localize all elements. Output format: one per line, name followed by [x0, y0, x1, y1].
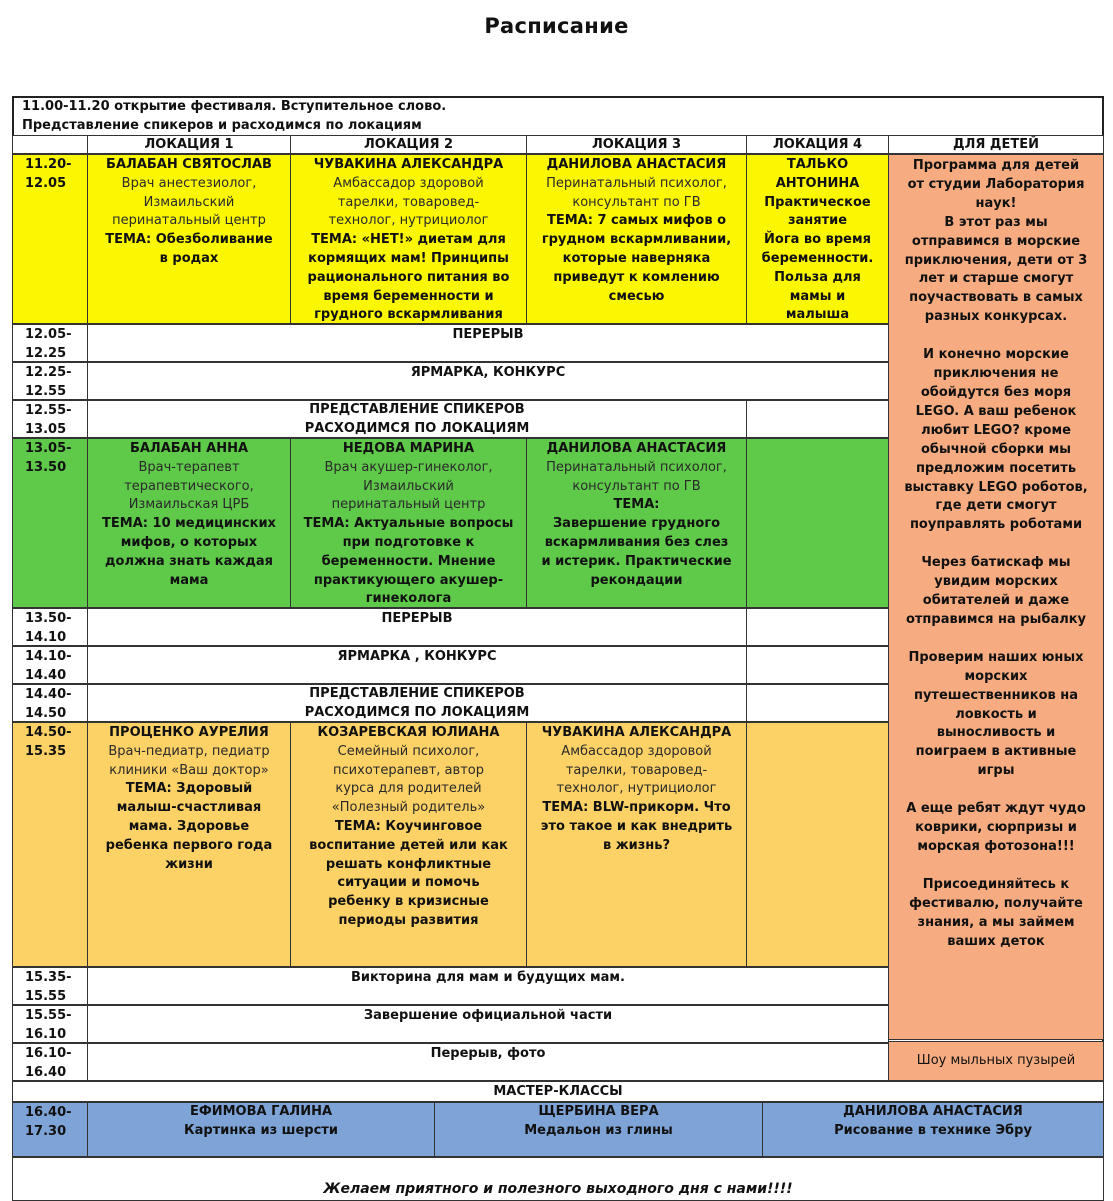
talk-topic: решать конфликтные: [325, 856, 492, 872]
talk-topic: гинеколога: [365, 591, 452, 607]
speaker-name: ТАЛЬКО: [786, 157, 849, 172]
speaker-cell-loc3: [526, 438, 747, 608]
header-location: ЛОКАЦИЯ 4: [746, 135, 889, 154]
talk-topic: ТЕМА: Коучинговое: [334, 818, 483, 834]
speaker-name: БАЛАБАН СВЯТОСЛАВ: [106, 157, 272, 172]
time-slot: [12, 1102, 88, 1157]
empty-cell: [746, 646, 889, 684]
talk-topic: Практическое: [764, 194, 871, 210]
talk-topic: при подготовке к: [342, 534, 475, 550]
kids-text: выставку LEGO роботов,: [904, 479, 1088, 495]
kids-text: фестивалю, получайте: [909, 895, 1083, 911]
time-text: 16.10-: [25, 1046, 72, 1061]
empty-cell: [746, 684, 889, 722]
intro-line: Представление спикеров и расходимся по локациям: [22, 118, 422, 133]
kids-text: увидим морских: [934, 574, 1058, 590]
speaker-name: ЧУВАКИНА АЛЕКСАНДРА: [541, 725, 732, 740]
time-text: 15.35-: [25, 970, 72, 985]
kids-text: выносливость и: [936, 725, 1056, 741]
kids-text: от студии Лаборатория: [907, 176, 1085, 192]
talk-topic: грудного вскармливания: [314, 307, 503, 323]
time-slot: [12, 1043, 88, 1081]
break-label: [87, 646, 747, 684]
kids-bubble-show: Шоу мыльных пузырей: [888, 1041, 1104, 1081]
header-location: ЛОКАЦИЯ 2: [290, 135, 527, 154]
kids-text: разных конкурсах.: [924, 309, 1068, 325]
break-text: Завершение официальной части: [363, 1008, 613, 1023]
time-text: 12.05-: [25, 327, 72, 342]
talk-topic: малыша: [785, 307, 850, 323]
talk-topic: ТЕМА: 10 медицинских: [102, 516, 276, 532]
time-slot: [12, 646, 88, 684]
speaker-name: ЧУВАКИНА АЛЕКСАНДРА: [313, 157, 504, 172]
talk-topic: практикующего акушер-: [313, 572, 504, 588]
header-kids: ДЛЯ ДЕТЕЙ: [888, 135, 1104, 154]
kids-text: предложим посетить: [915, 460, 1077, 476]
break-label: [87, 400, 747, 438]
talk-topic: смесью: [608, 288, 665, 304]
kids-text: отправимся в морские: [911, 233, 1081, 249]
masterclass-topic: Медальон из глины: [524, 1122, 673, 1138]
kids-text: путешественников на: [913, 687, 1079, 703]
break-label: [87, 324, 889, 362]
time-text: 12.55-: [25, 403, 72, 418]
page-title: Расписание: [484, 14, 629, 38]
speaker-role: консультант по ГВ: [572, 478, 701, 494]
kids-text: поуправлять роботами: [909, 517, 1083, 533]
kids-text: LEGO. А ваш ребенок: [915, 403, 1077, 419]
time-text: 12.25: [25, 346, 67, 361]
break-text: ПРЕДСТАВЛЕНИЕ СПИКЕРОВ: [309, 402, 525, 417]
talk-topic: должна знать каждая: [105, 553, 273, 569]
kids-text: морская фотозона!!!: [917, 839, 1075, 854]
kids-text: ловкость и: [955, 706, 1037, 722]
speaker-role: тарелки, товаровед-: [337, 194, 480, 210]
time-text: 13.05: [25, 422, 67, 437]
time-text: 16.10: [25, 1027, 67, 1042]
speaker-role: Врач-педиатр, педиатр: [108, 743, 270, 759]
kids-text: игры: [977, 763, 1015, 779]
speaker-name: ДАНИЛОВА АНАСТАСИЯ: [546, 441, 727, 456]
speaker-name: ПРОЦЕНКО АУРЕЛИЯ: [109, 725, 269, 740]
speaker-role: технолог, нутрициолог: [556, 781, 717, 797]
speaker-role: Врач-терапевт: [138, 459, 240, 475]
speaker-role: Измаильский: [143, 194, 235, 210]
footer-message: Желаем приятного и полезного выходного дня с нами!!!!: [12, 1157, 1104, 1201]
time-text: 13.50-: [25, 611, 72, 626]
talk-topic: в жизнь?: [602, 837, 671, 853]
talk-topic: ТЕМА: Актуальные вопросы: [303, 516, 514, 532]
break-text: ЯРМАРКА , КОНКУРС: [337, 649, 497, 664]
talk-topic: вскармливания без слез: [544, 534, 729, 550]
talk-topic: мама: [169, 572, 209, 588]
kids-text: приключения, дети от 3: [904, 252, 1088, 268]
break-text: ПЕРЕРЫВ: [381, 611, 453, 626]
break-label: [87, 608, 747, 646]
header-location: ЛОКАЦИЯ 1: [87, 135, 291, 154]
time-text: 15.55: [25, 989, 67, 1004]
kids-text: любит LEGO? кроме: [921, 422, 1071, 438]
speaker-name: ДАНИЛОВА АНАСТАСИЯ: [546, 157, 727, 172]
speaker-role: Перинатальный психолог,: [546, 175, 727, 191]
kids-text: Проверим наших юных: [908, 649, 1084, 665]
kids-text: морских: [964, 668, 1028, 684]
speaker-cell-loc3: [526, 722, 747, 967]
speaker-role: Семейный психолог,: [337, 743, 480, 759]
masterclass-topic: Картинка из шерсти: [184, 1122, 338, 1138]
time-text: 14.10-: [25, 649, 72, 664]
header-location: ЛОКАЦИЯ 3: [526, 135, 747, 154]
talk-topic: ребенка первого года: [105, 837, 273, 853]
speaker-role: Измаильский: [363, 478, 454, 494]
talk-topic: беременности.: [761, 250, 874, 266]
intro-line: 11.00-11.20 открытие фестиваля. Вступительное слово.: [22, 99, 447, 114]
talk-topic: время беременности и: [323, 288, 494, 304]
talk-topic: ситуации и помочь: [337, 875, 480, 891]
speaker-name: АНТОНИНА: [775, 175, 860, 191]
time-slot: [12, 684, 88, 722]
time-slot: [12, 400, 88, 438]
speaker-cell-loc4: [746, 722, 889, 967]
speaker-role: консультант по ГВ: [572, 194, 701, 210]
talk-topic: периоды развития: [338, 912, 479, 928]
time-slot: [12, 722, 88, 967]
talk-topic: ТЕМА: Обезболивание: [105, 232, 273, 248]
break-text: ПРЕДСТАВЛЕНИЕ СПИКЕРОВ: [309, 686, 525, 701]
kids-text: И конечно морские: [923, 347, 1069, 363]
speaker-role: курса для родителей: [335, 781, 482, 797]
empty-cell: [746, 400, 889, 438]
talk-topic: ТЕМА: Здоровый: [125, 781, 253, 797]
talk-topic: в родах: [159, 250, 219, 266]
masterclass-name: ЕФИМОВА ГАЛИНА: [189, 1104, 333, 1119]
speaker-role: «Полезный родитель»: [331, 800, 486, 816]
kids-text: поиграем в активные: [915, 744, 1077, 760]
time-slot: [12, 324, 88, 362]
talk-topic: беременности. Мнение: [321, 553, 496, 569]
speaker-role: психотерапевт, автор: [333, 762, 484, 778]
kids-text: где дети смогут: [935, 498, 1057, 514]
kids-text: ваших деток: [947, 933, 1045, 949]
talk-topic: рационального питания во: [307, 269, 510, 285]
kids-text: наук!: [975, 195, 1017, 211]
talk-topic: Йога во время: [764, 232, 871, 248]
time-text: 12.25-: [25, 365, 72, 380]
break-text: РАСХОДИМСЯ ПО ЛОКАЦИЯМ: [304, 420, 530, 436]
talk-topic: малыш-счастливая: [116, 800, 262, 816]
talk-topic: занятие: [787, 213, 848, 229]
speaker-role: Амбассадор здоровой: [561, 743, 712, 759]
speaker-role: тарелки, товаровед-: [565, 762, 708, 778]
kids-text: Через батискаф мы: [921, 555, 1071, 571]
talk-topic: ребенку в кризисные: [328, 894, 489, 910]
masterclass-topic: Рисование в технике Эбру: [834, 1122, 1032, 1138]
time-text: 16.40: [25, 1065, 67, 1080]
talk-topic: мифов, о которых: [120, 534, 258, 550]
speaker-cell-loc1: [87, 722, 291, 967]
masterclass-name: ДАНИЛОВА АНАСТАСИЯ: [843, 1104, 1023, 1119]
speaker-role: терапевтического,: [124, 478, 254, 494]
talk-topic: Польза для: [774, 269, 861, 285]
break-text: ПЕРЕРЫВ: [452, 327, 524, 342]
talk-topic: ТЕМА: BLW-прикорм. Что: [542, 800, 731, 816]
time-text: 15.55-: [25, 1008, 72, 1023]
time-text: 11.20-: [25, 157, 72, 172]
talk-topic: приведут к комлению: [553, 269, 720, 285]
break-text: ЯРМАРКА, КОНКУРС: [410, 365, 566, 380]
talk-topic: ТЕМА: «НЕТ!» диетам для: [311, 232, 506, 248]
break-text: Перерыв, фото: [430, 1046, 546, 1061]
kids-text: обойдутся без моря: [920, 384, 1072, 400]
break-text: РАСХОДИМСЯ ПО ЛОКАЦИЯМ: [304, 704, 530, 720]
speaker-role: Перинатальный психолог,: [546, 459, 727, 475]
time-text: 17.30: [25, 1124, 67, 1139]
kids-text: отправимся на рыбалку: [905, 611, 1087, 627]
time-text: 14.10: [25, 630, 67, 645]
masterclass-cell: [87, 1102, 435, 1157]
speaker-cell-loc4: [746, 154, 889, 324]
speaker-role: перинатальный центр: [331, 497, 486, 513]
time-text: 15.35: [25, 744, 67, 759]
speaker-cell-loc3: [526, 154, 747, 324]
kids-text: приключения не: [933, 366, 1059, 382]
talk-topic: мамы и: [789, 288, 846, 304]
intro-text: [14, 97, 1102, 135]
talk-topic: рекондации: [590, 572, 683, 588]
time-text: 14.50-: [25, 725, 72, 740]
break-label: [87, 1005, 889, 1043]
kids-text: А еще ребят ждут чудо: [906, 801, 1086, 817]
talk-topic: это такое и как внедрить: [540, 818, 733, 834]
talk-topic: жизни: [165, 856, 213, 872]
talk-topic: и истерик. Практические: [541, 553, 732, 569]
empty-cell: [746, 608, 889, 646]
kids-text: коврики, сюрпризы и: [915, 820, 1077, 836]
kids-text: обитателей и даже: [922, 593, 1070, 609]
masterclass-cell: [434, 1102, 763, 1157]
kids-text: знания, а мы займем: [917, 914, 1075, 930]
time-text: 14.40: [25, 668, 67, 683]
talk-topic: воспитание детей или как: [309, 837, 508, 853]
time-text: 13.50: [25, 460, 67, 475]
talk-topic: ТЕМА:: [613, 497, 660, 513]
speaker-name: БАЛАБАН АННА: [129, 441, 249, 456]
talk-topic: кормящих мам! Принципы: [308, 250, 509, 266]
time-text: 14.40-: [25, 687, 72, 702]
speaker-cell-loc2: [290, 722, 527, 967]
time-slot: [12, 967, 88, 1005]
talk-topic: которые наверняка: [562, 250, 711, 266]
speaker-name: КОЗАРЕВСКАЯ ЮЛИАНА: [317, 725, 500, 740]
speaker-role: перинатальный центр: [112, 213, 266, 229]
masterclass-name: ЩЕРБИНА ВЕРА: [538, 1104, 659, 1119]
talk-topic: Завершение грудного: [552, 516, 721, 532]
time-slot: [12, 362, 88, 400]
speaker-cell-loc2: [290, 438, 527, 608]
speaker-role: Врач акушер-гинеколог,: [324, 459, 493, 475]
break-label: [87, 967, 889, 1005]
speaker-cell-loc4: [746, 438, 889, 608]
talk-topic: грудном вскармливании,: [541, 232, 732, 248]
time-text: 14.50: [25, 706, 67, 721]
time-text: 13.05-: [25, 441, 72, 456]
talk-topic: мама. Здоровье: [128, 818, 250, 834]
time-slot: [12, 1005, 88, 1043]
speaker-cell-loc1: [87, 154, 291, 324]
break-label: [87, 362, 889, 400]
speaker-cell-loc2: [290, 154, 527, 324]
speaker-cell-loc1: [87, 438, 291, 608]
talk-topic: ТЕМА: 7 самых мифов о: [546, 213, 727, 229]
speaker-role: Врач анестезиолог,: [121, 175, 257, 191]
speaker-role: клиники «Ваш доктор»: [109, 762, 269, 778]
time-slot: [12, 608, 88, 646]
speaker-name: НЕДОВА МАРИНА: [342, 441, 475, 456]
time-slot: [12, 438, 88, 608]
kids-text: В этот раз мы: [944, 214, 1048, 230]
kids-text: поучаствовать в самых: [909, 290, 1083, 306]
masterclass-cell: [762, 1102, 1104, 1157]
kids-text: Программа для детей: [912, 158, 1080, 173]
time-text: 12.05: [25, 176, 67, 191]
break-label: [87, 684, 747, 722]
kids-program: [888, 154, 1104, 1040]
masterclasses-heading: МАСТЕР-КЛАССЫ: [12, 1081, 1104, 1102]
header-time-blank: [12, 135, 88, 154]
break-text: Викторина для мам и будущих мам.: [351, 970, 625, 985]
break-label: [87, 1043, 889, 1081]
time-text: 16.40-: [25, 1105, 72, 1120]
kids-text: Присоединяйтесь к: [922, 876, 1070, 892]
kids-text: лет и старше смогут: [918, 271, 1074, 287]
speaker-role: Амбассадор здоровой: [333, 175, 484, 191]
speaker-role: технолог, нутрициолог: [328, 213, 489, 229]
kids-text: обычной сборки мы: [920, 441, 1072, 457]
speaker-role: Измаильская ЦРБ: [128, 497, 250, 513]
time-text: 12.55: [25, 384, 67, 399]
time-slot: [12, 154, 88, 324]
